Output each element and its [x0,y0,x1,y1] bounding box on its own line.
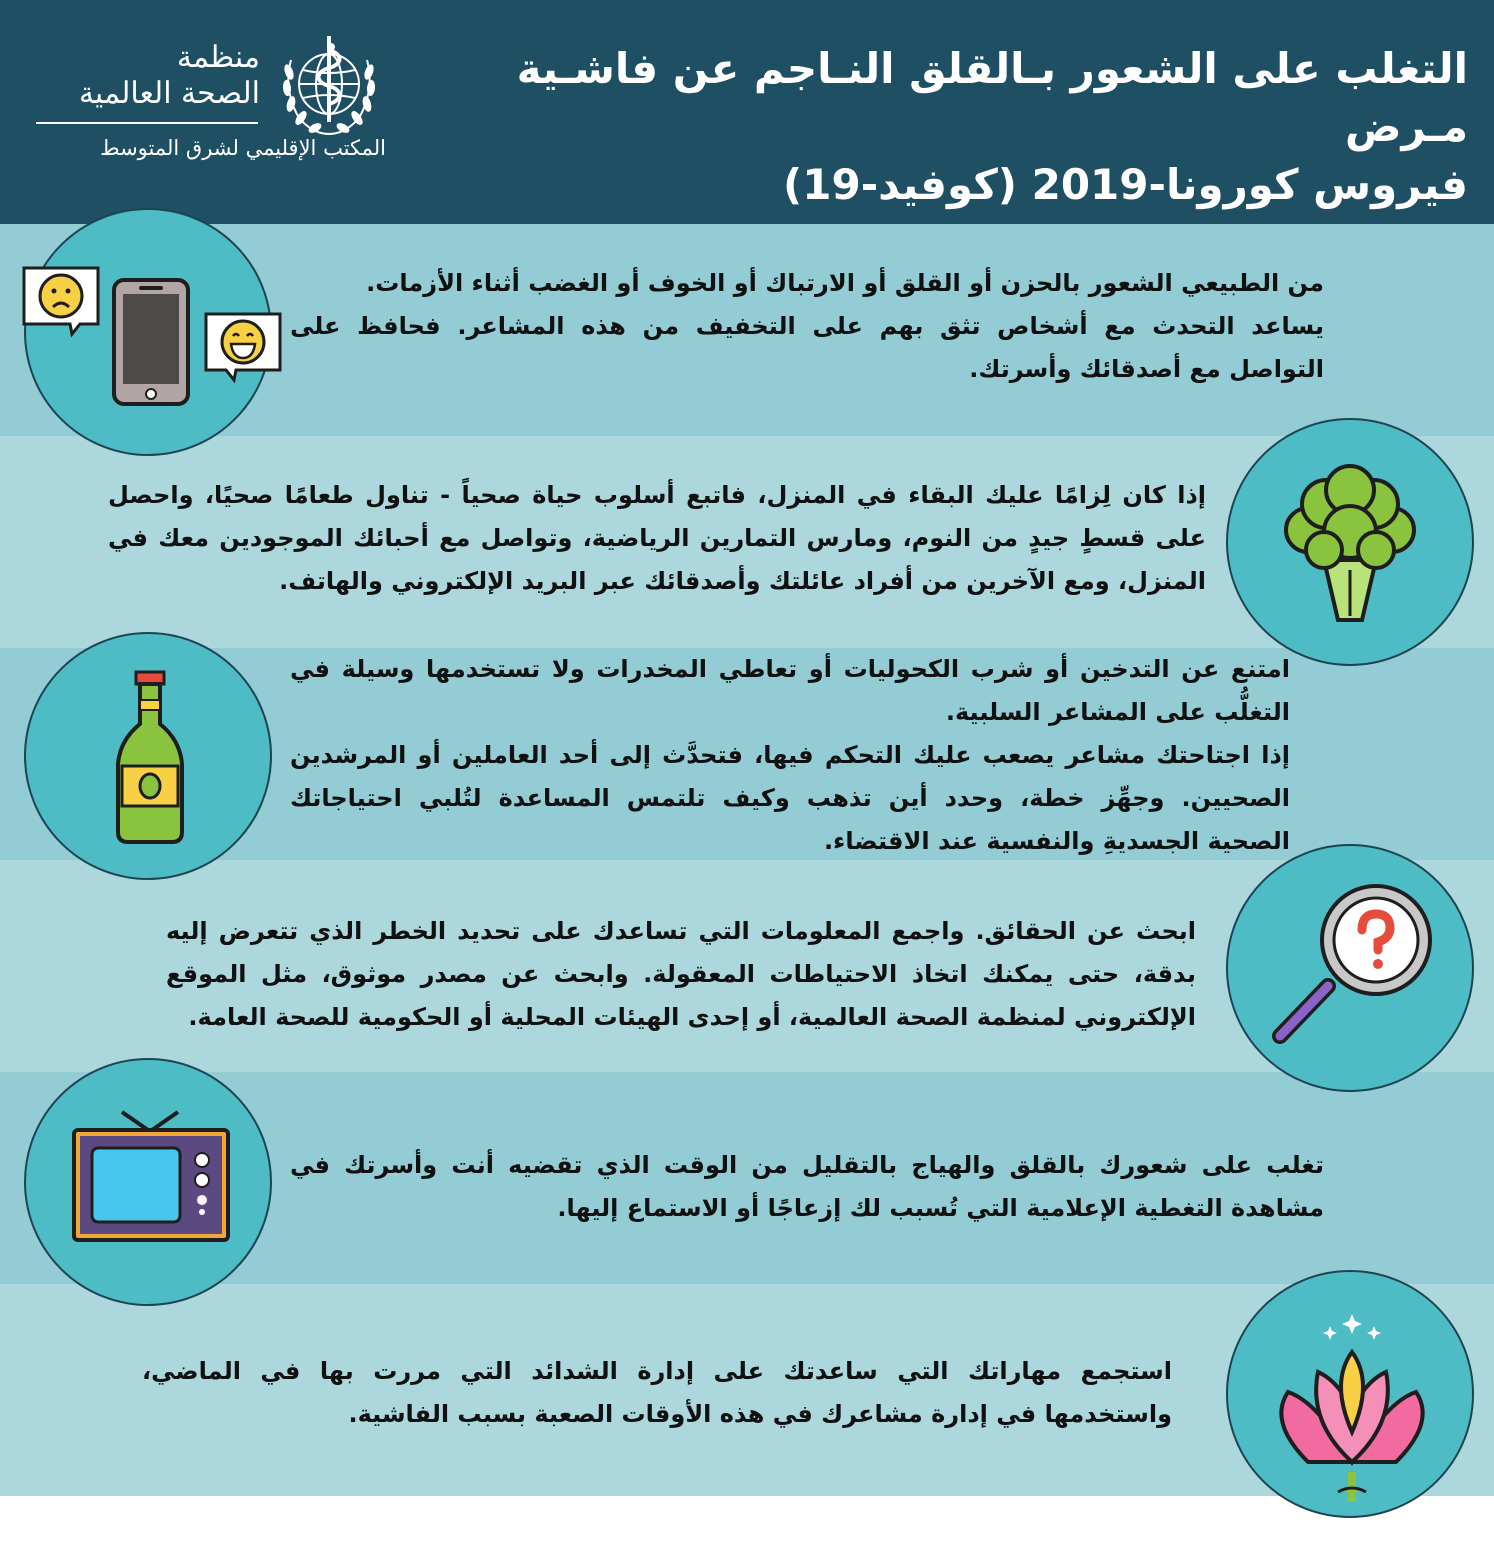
who-logo [28,26,388,186]
tip-text-1: من الطبيعي الشعور بالحزن أو القلق أو الارتباك أو الخوف أو الغضب أثناء الأزمات. يساعد التحدث مع أشخاص تثق بهم على التخفيف من هذه المشاعر. فحافظ على التواصل مع أصدقائك وأسرتك. [290,269,1324,383]
tip-text-4: ابحث عن الحقائق. واجمع المعلومات التي تساعدك على تحديد الخطر الذي تتعرض إليه بدقة، حتى يمكنك اتخاذ الاحتياطات المعقولة. وابحث عن مصدر موثوق، مثل الموقع الإلكتروني لمنظمة الصحة العالمية، أو إحدى الهيئات المحلية أو الحكومية للصحة العامة. [166,917,1196,1031]
television-icon [26,1060,274,1308]
broccoli-icon [1228,420,1476,668]
lotus-icon [1228,1272,1476,1520]
tip-icon-circle-6 [1226,1270,1474,1518]
magnifier-question-icon [1228,846,1476,1094]
tip-icon-circle-1 [24,208,272,456]
who-emblem-icon [273,30,385,142]
tip-text-2: إذا كان لِزامًا عليك البقاء في المنزل، فاتبع أسلوب حياة صحياً - تناول طعامًا صحيًا، واحصل على قسطٍ جيدٍ من النوم، ومارس التمارين الرياضية، وتواصل مع أحبائك الموجودين معك في المنزل، ومع الآخرين من أفراد عائلتك وأصدقائك عبر البريد الإلكتروني والهاتف. [108,481,1206,595]
tip-icon-circle-2 [1226,418,1474,666]
header-banner [0,0,1494,224]
bottle-icon [26,634,274,882]
regional-office-name: المكتب الإقليمي لشرق المتوسط [100,136,386,160]
organization-name: منظمة الصحة العالمية [78,40,260,111]
tip-text-6: استجمع مهاراتك التي ساعدتك على إدارة الشدائد التي مررت بها في الماضي، واستخدمها في إدارة مشاعرك في هذه الأوقات الصعبة بسبب الفاشية. [142,1357,1172,1428]
tip-icon-circle-3 [24,632,272,880]
tip-icon-circle-4 [1226,844,1474,1092]
tip-text-3: امتنع عن التدخين أو شرب الكحوليات أو تعاطي المخدرات ولا تستخدمها وسيلة في التغلُّب على المشاعر السلبية. إذا اجتاحتك مشاعر يصعب عليك التحكم فيها، فتحدَّث إلى أحد العاملين أو المرشدين الصحيين. وجهِّز خطة، وحدد أين تذهب وكيف تلتمس المساعدة لتُلبي احتياجاتك الصحية الجسديةِ والنفسية عند الاقتضاء. [290,655,1290,855]
tip-icon-circle-5 [24,1058,272,1306]
page-title: التغلب على الشعور بـالقلق النـاجم عن فاشـية مـرض فيروس كورونا-2019 (كوفيد-19) [516,44,1468,209]
logo-divider [36,122,258,124]
phone-chat-icon [26,210,274,458]
tip-text-5: تغلب على شعورك بالقلق والهياج بالتقليل من الوقت الذي تقضيه أنت وأسرتك في مشاهدة التغطية الإعلامية التي تُسبب لك إزعاجًا أو الاستماع إليها. [290,1151,1324,1222]
